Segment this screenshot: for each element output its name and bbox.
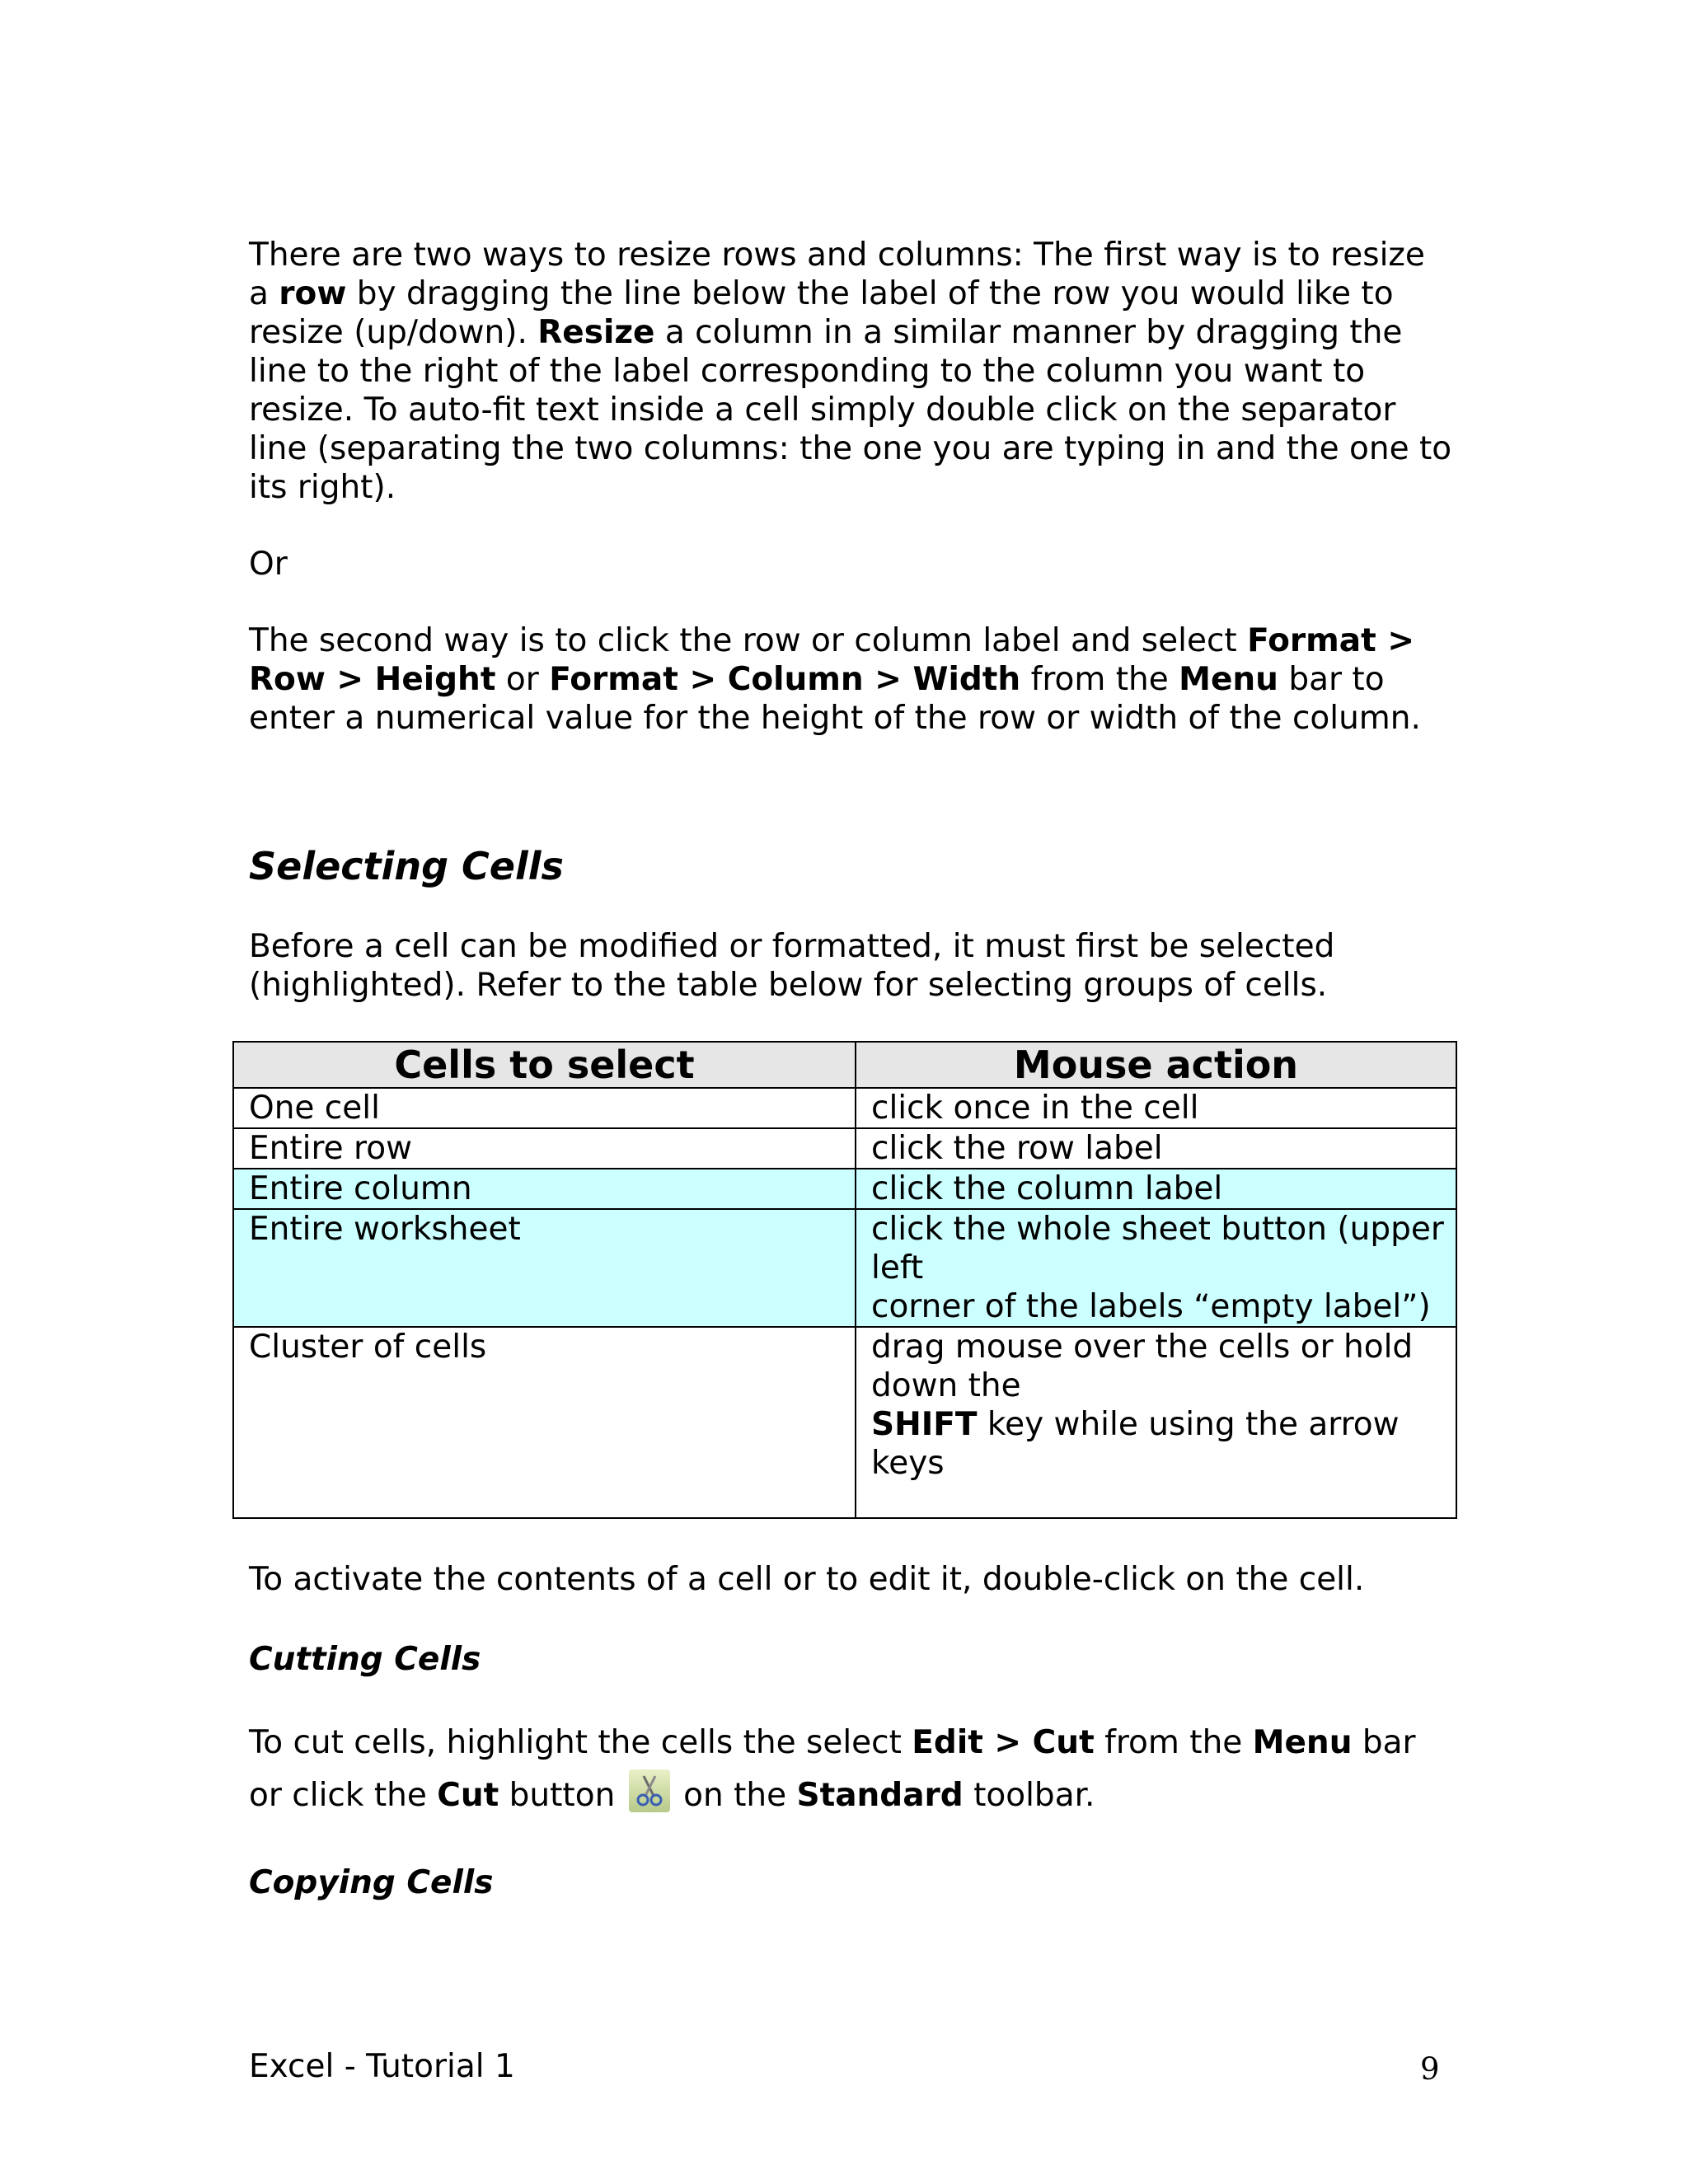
copying-cells-title: Copying Cells [249, 1864, 494, 1901]
intro-paragraph: Before a cell can be modified or formatted, it must first be selected (highlighted). Refer to the table below for selecting groups of cells. [249, 928, 1335, 1004]
table-cell: One cell [233, 1088, 856, 1128]
cut-paragraph [249, 1717, 1452, 1822]
table-row [233, 1128, 1456, 1169]
table-cell: Entire row [233, 1128, 856, 1169]
table-cell: click the row label [856, 1128, 1456, 1169]
footer-title: Excel - Tutorial 1 [249, 2048, 515, 2085]
selection-table [232, 1041, 1457, 1519]
text-run: click the whole sheet button (upper left [871, 1211, 1444, 1286]
bold-menu: Menu [1252, 1724, 1353, 1761]
cutting-cells-title: Cutting Cells [249, 1641, 481, 1678]
table-cell: click the column label [856, 1169, 1456, 1209]
table-cell [856, 1209, 1456, 1327]
text-run: toolbar. [963, 1777, 1095, 1814]
bold-format-column-width: Format > Column > Width [549, 661, 1021, 698]
table-header-row [233, 1042, 1456, 1088]
table-row [233, 1209, 1456, 1327]
table-cell: Entire worksheet [233, 1209, 856, 1327]
text-run: a column in a similar manner by dragging the line to the right of the label corresponding to the column you want to resize. To auto-fit text inside a cell simply double click on the separator line (separating the two columns: the one you are typing in and the one to its right). [249, 314, 1452, 506]
text-run: bar to enter a numerical value for the height of the row or width of the column. [249, 661, 1421, 737]
table-row [233, 1169, 1456, 1209]
bold-menu: Menu [1179, 661, 1278, 698]
bold-shift: SHIFT [871, 1406, 978, 1443]
text-run: button [499, 1777, 626, 1814]
text-run: from the [1094, 1724, 1253, 1761]
format-paragraph [249, 621, 1452, 738]
bold-resize: Resize [537, 314, 655, 351]
column-header: Cells to select [233, 1042, 856, 1088]
table-cell: Cluster of cells [233, 1327, 856, 1518]
text-run: from the [1020, 661, 1179, 698]
bold-edit-cut: Edit > Cut [912, 1724, 1095, 1761]
text-run: key while using the arrow keys [871, 1406, 1400, 1482]
table-cell: click once in the cell [856, 1088, 1456, 1128]
text-run: The second way is to click the row or column label and select [249, 622, 1248, 659]
text-run: To cut cells, highlight the cells the select [249, 1724, 912, 1761]
bold-cut: Cut [437, 1777, 499, 1814]
text-run: There are two ways to resize rows and columns: The first way is to resize a [249, 237, 1425, 312]
activate-paragraph: To activate the contents of a cell or to edit it, double-click on the cell. [249, 1561, 1365, 1598]
text-run: bar or click the [249, 1724, 1416, 1814]
text-run: corner of the labels “empty label”) [871, 1288, 1431, 1325]
table-row [233, 1088, 1456, 1128]
bold-format-row-height: Format > Row > Height [249, 622, 1415, 698]
text-run: by dragging the line below the label of the row you would like to resize (up/down). [249, 275, 1394, 351]
text-run: drag mouse over the cells or hold down the [871, 1329, 1414, 1404]
column-header: Mouse action [856, 1042, 1456, 1088]
text-run: or [495, 661, 550, 698]
table-cell: Entire column [233, 1169, 856, 1209]
resize-paragraph [249, 236, 1452, 507]
scissors-icon [629, 1769, 670, 1812]
table-row [233, 1327, 1456, 1518]
text-run: on the [673, 1777, 797, 1814]
bold-standard: Standard [796, 1777, 964, 1814]
bold-row: row [279, 275, 347, 312]
or-text: Or [249, 546, 288, 583]
table-cell [856, 1327, 1456, 1518]
page-number: 9 [1420, 2051, 1440, 2087]
section-title: Selecting Cells [249, 844, 564, 888]
page-content [249, 236, 1452, 1902]
